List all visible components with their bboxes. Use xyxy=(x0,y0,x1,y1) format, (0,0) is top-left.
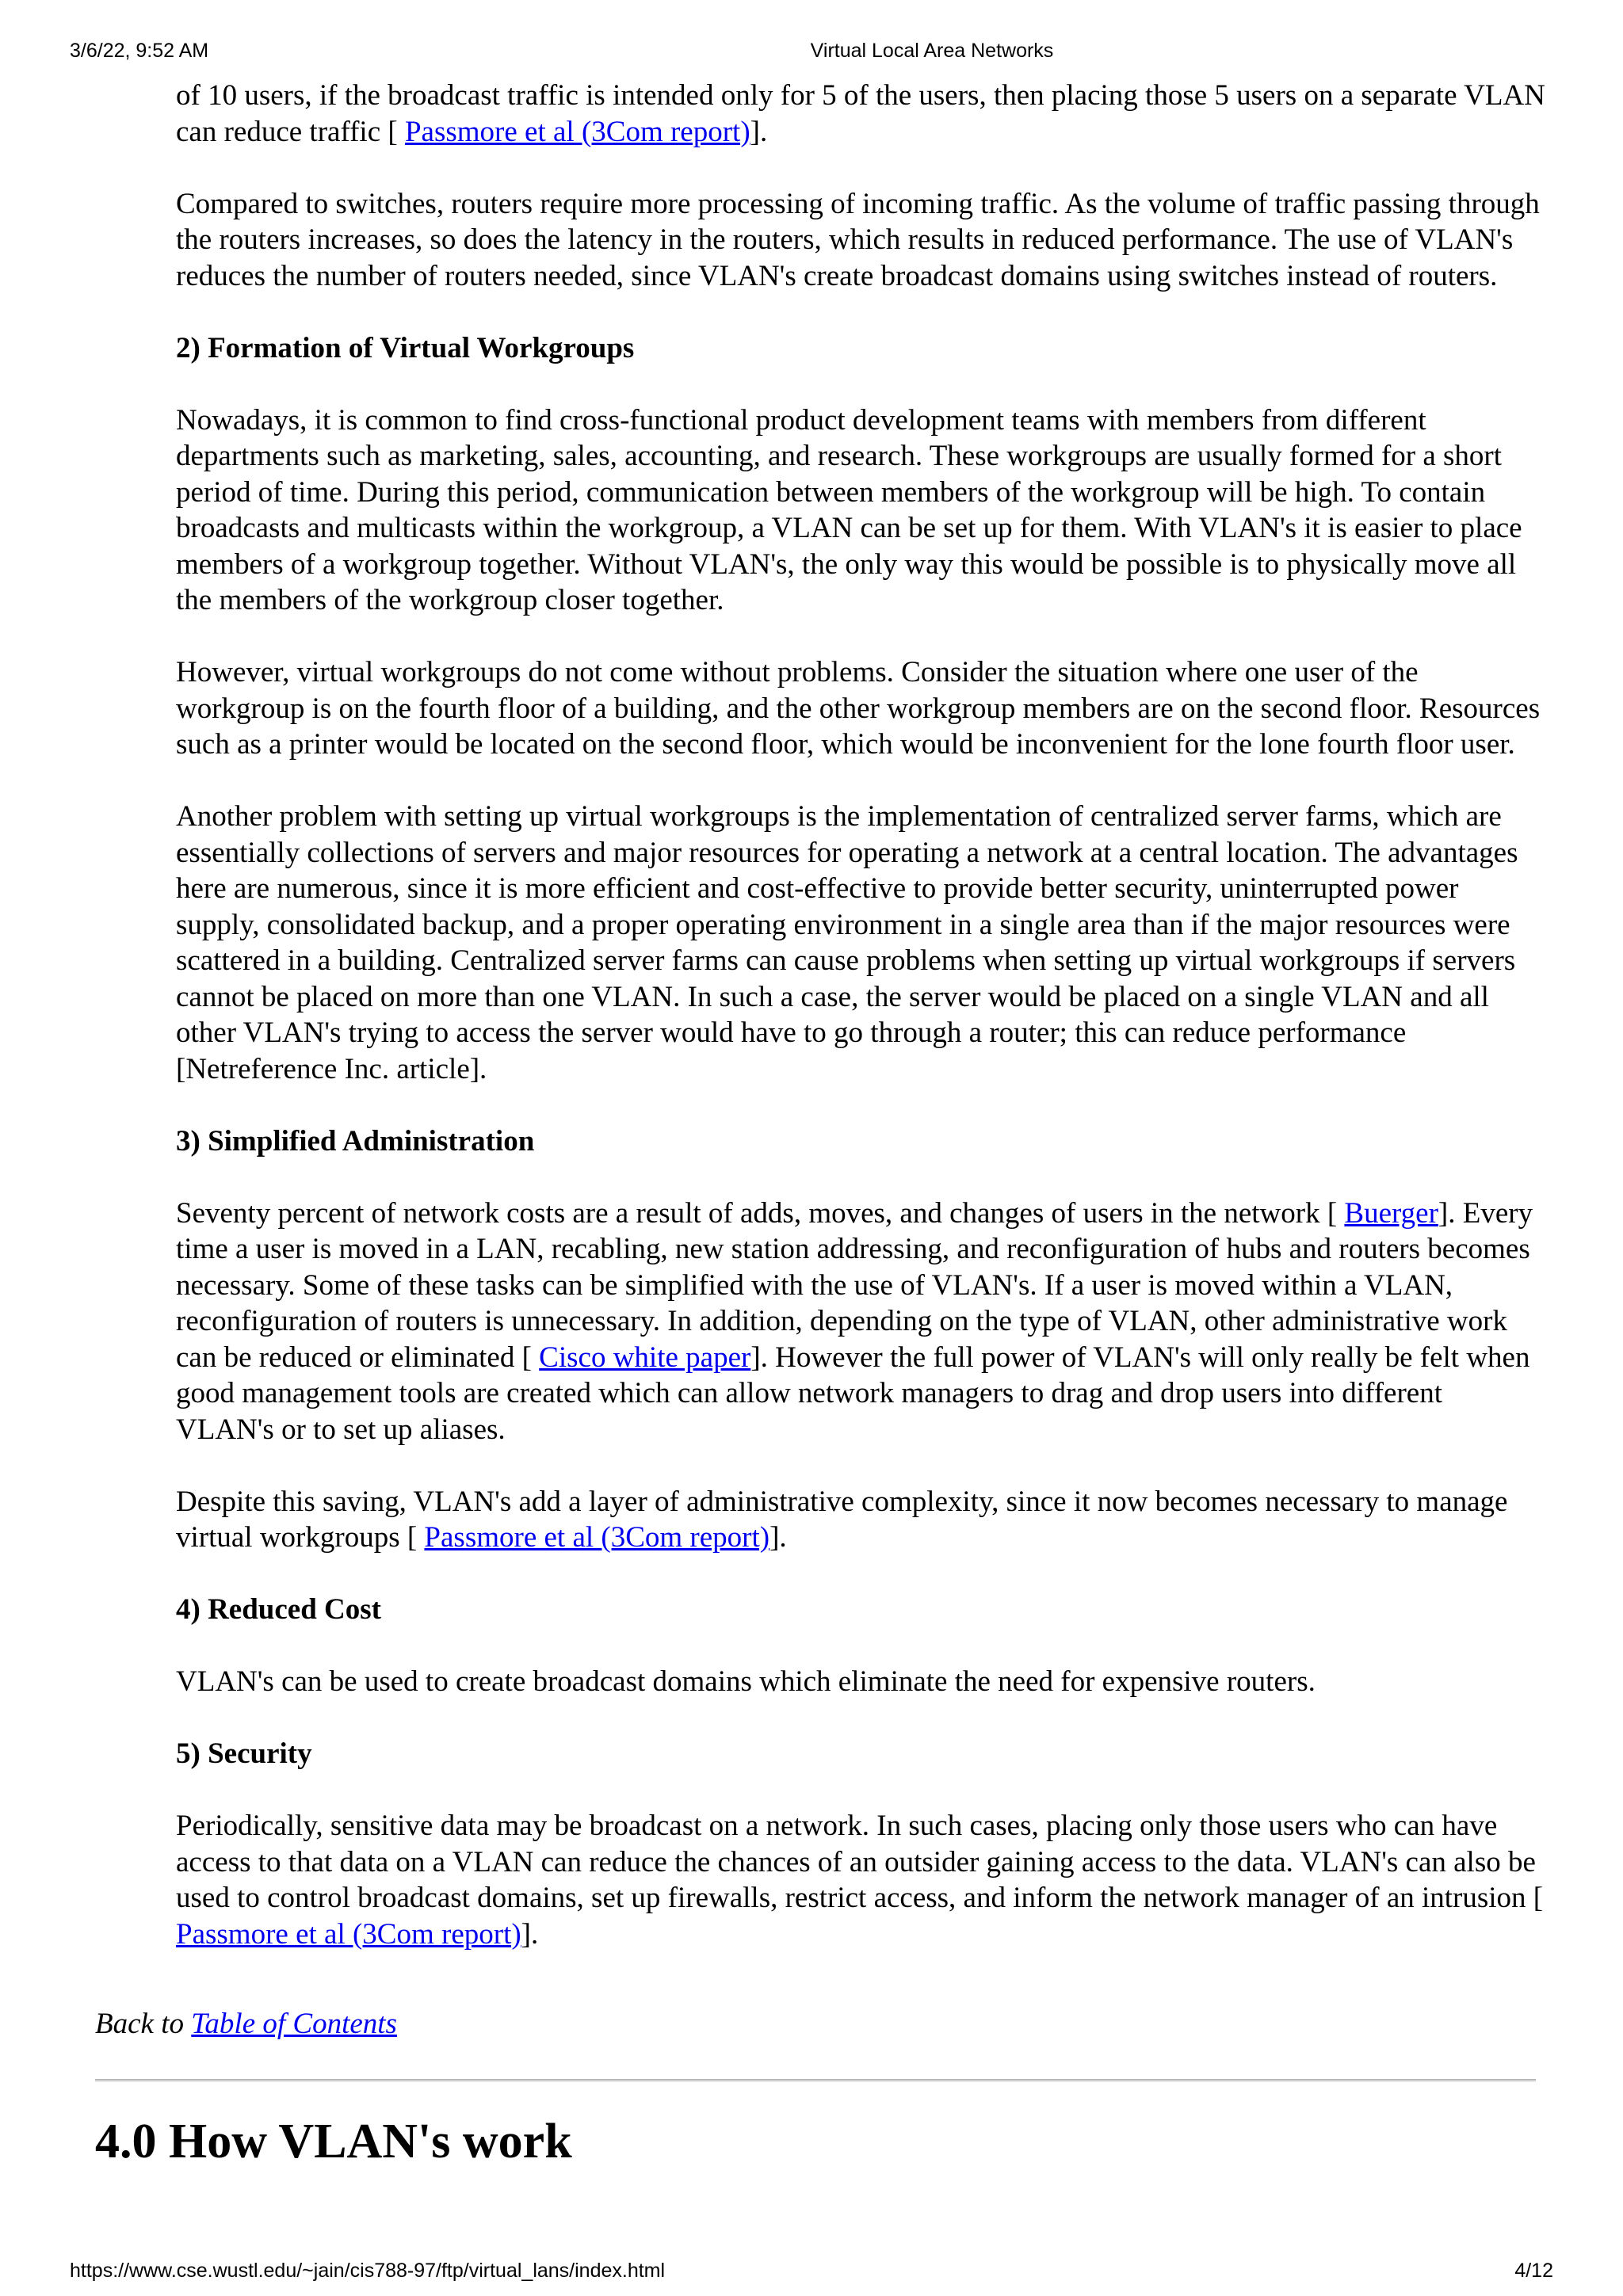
paragraph-workgroups: Nowadays, it is common to find cross-functional product development teams with members from different departments such as marketing, sales, accounting, and research. These workgroups are usually formed for a short period of time. During this period, communication between members of the workgroup will be high. To contain broadcasts and multicasts within the workgroup, a VLAN can be set up for them. With VLAN's it is easier to place members of a workgroup together. Without VLAN's, the only way this would be possible is to physically move all the members of the workgroup closer together. xyxy=(176,403,1522,616)
heading-simplified-administration: 3) Simplified Administration xyxy=(176,1124,535,1158)
paragraph-text: Despite this saving, VLAN's add a layer of administrative complexity, since it now becomes necessary to manage virtual workgroups [ xyxy=(176,1485,1508,1554)
passmore-3com-link[interactable]: Passmore et al (3Com report) xyxy=(404,115,750,148)
paragraph-admin-complexity xyxy=(176,1484,1547,1556)
paragraph-text: ]. xyxy=(521,1917,539,1951)
print-url: https://www.cse.wustl.edu/~jain/cis788-97/ftp/virtual_lans/index.html xyxy=(70,2260,666,2282)
back-prefix: Back to xyxy=(95,2008,192,2040)
passmore-3com-link[interactable]: Passmore et al (3Com report) xyxy=(176,1917,521,1951)
back-to-toc xyxy=(95,2006,397,2042)
paragraph-text: ]. However the full power of VLAN's will only really be felt when good management tools are created which can allow network managers to drag and drop users into different VLAN's or to set up aliases. xyxy=(176,1341,1530,1446)
paragraph-routers: Compared to switches, routers require more processing of incoming traffic. As the volume of traffic passing through the routers increases, so does the latency in the routers, which results in reduced performance. The use of VLAN's reduces the number of routers needed, since VLAN's create broadcast domains using switches instead of routers. xyxy=(176,187,1540,292)
paragraph-network-costs xyxy=(176,1196,1547,1448)
paragraph-text: ]. Every time a user is moved in a LAN, recabling, new station addressing, and reconfiguration of hubs and routers becomes necessary. Some of these tasks can be simplified with the use of VLAN's. If a user is moved within a VLAN, reconfiguration of routers is unnecessary. In addition, depending on the type of VLAN, other administrative work can be reduced or eliminated [ xyxy=(176,1196,1533,1374)
paragraph-workgroup-problems: However, virtual workgroups do not come without problems. Consider the situation where one user of the workgroup is on the fourth floor of a building, and the other workgroup members are on the second floor. Resources such as a printer would be located on the second floor, which would be inconvenient for the lone fourth floor user. xyxy=(176,656,1541,761)
paragraph-server-farms: Another problem with setting up virtual workgroups is the implementation of centralized server farms, which are essentially collections of servers and major resources for operating a network at a central location. The advantages here are numerous, since it is more efficient and cost-effective to provide better security, uninterrupted power supply, consolidated backup, and a proper operating environment in a single area than if the major resources were scattered in a building. Centralized server farms can cause problems when setting up virtual workgroups if servers cannot be placed on more than one VLAN. In such a case, the server would be placed on a single VLAN and all other VLAN's trying to access the server would have to go through a router; this can reduce performance [Netreference Inc. article]. xyxy=(176,800,1518,1085)
horizontal-rule xyxy=(95,2079,1536,2082)
print-datetime: 3/6/22, 9:52 AM xyxy=(70,40,209,62)
section-heading: 4.0 How VLAN's work xyxy=(95,2115,572,2168)
paragraph-text: Seventy percent of network costs are a result of adds, moves, and changes of users in the network [ xyxy=(176,1196,1345,1230)
passmore-3com-link[interactable]: Passmore et al (3Com report) xyxy=(424,1521,770,1554)
paragraph-text: Periodically, sensitive data may be broadcast on a network. In such cases, placing only those users who can have access to that data on a VLAN can reduce the chances of an outsider gaining access to the data. VLAN's can also be used to control broadcast domains, set up firewalls, restrict access, and inform the network manager of an intrusion [ xyxy=(176,1810,1544,1914)
print-page-title: Virtual Local Area Networks xyxy=(810,40,1054,62)
paragraph-reduced-cost: VLAN's can be used to create broadcast domains which eliminate the need for expensive routers. xyxy=(176,1665,1316,1698)
article-body xyxy=(176,78,1547,1989)
table-of-contents-link[interactable]: Table of Contents xyxy=(191,2008,397,2040)
heading-virtual-workgroups: 2) Formation of Virtual Workgroups xyxy=(176,331,635,364)
print-page-number: 4/12 xyxy=(1514,2260,1553,2282)
heading-reduced-cost: 4) Reduced Cost xyxy=(176,1593,381,1626)
paragraph-broadcast-traffic xyxy=(176,78,1547,150)
heading-security: 5) Security xyxy=(176,1737,312,1770)
cisco-white-paper-link[interactable]: Cisco white paper xyxy=(539,1341,751,1374)
paragraph-text: of 10 users, if the broadcast traffic is intended only for 5 of the users, then placing those 5 users on a separate VLAN can reduce traffic [ xyxy=(176,79,1545,148)
paragraph-security xyxy=(176,1808,1547,1952)
paragraph-text: ]. xyxy=(769,1521,787,1554)
paragraph-text: ]. xyxy=(750,115,768,148)
buerger-link[interactable]: Buerger xyxy=(1344,1196,1438,1230)
